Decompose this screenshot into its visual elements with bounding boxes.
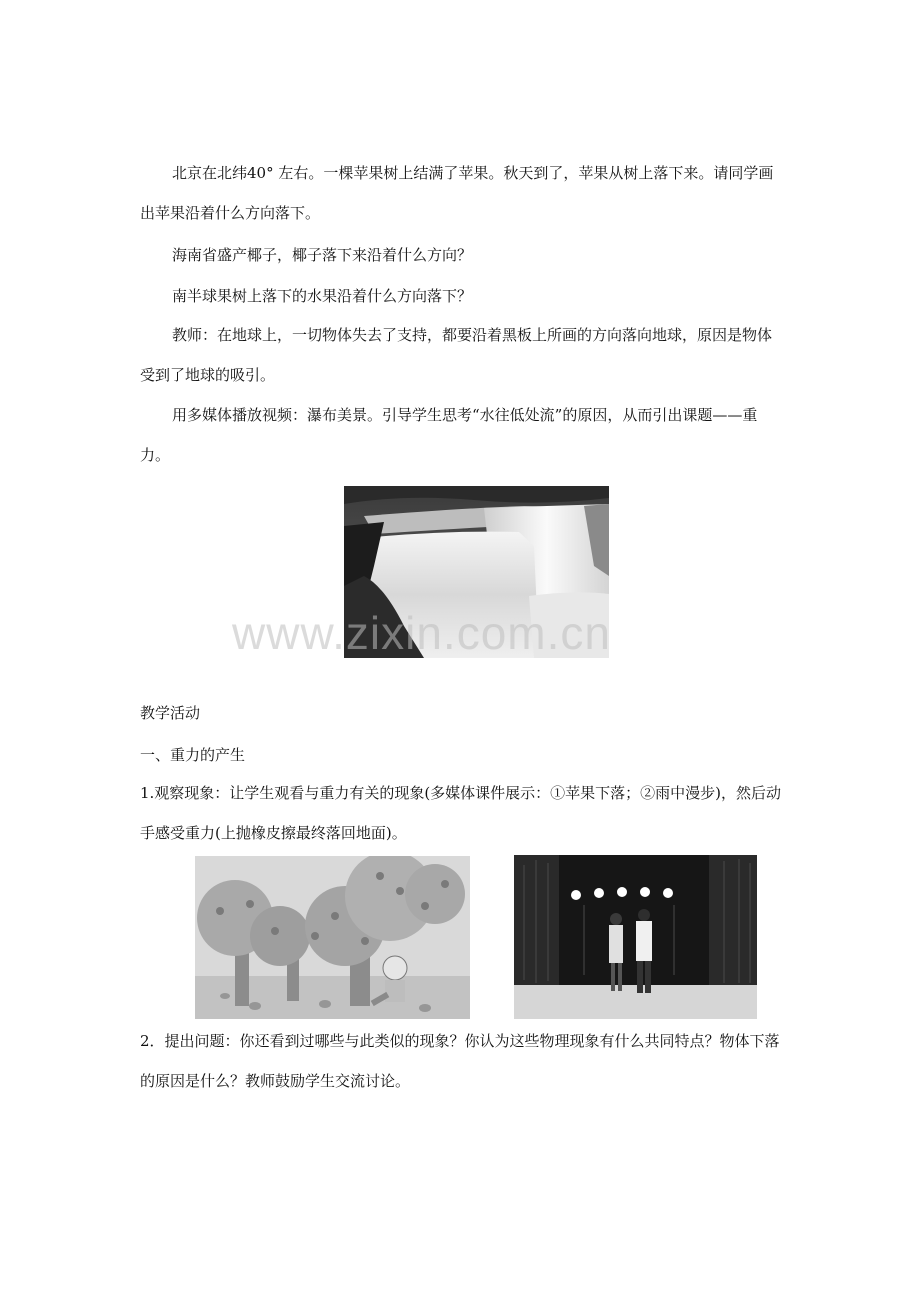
paragraph-waterfall-video: 用多媒体播放视频：瀑布美景。引导学生思考“水往低处流”的原因，从而引出课题——重力。	[140, 406, 758, 464]
apple-tree-image	[195, 856, 470, 1019]
paragraph-coconut-hainan: 海南省盛产椰子，椰子落下来沿着什么方向？	[172, 246, 473, 264]
paragraph-southern-hemisphere: 南半球果树上落下的水果沿着什么方向落下？	[172, 287, 473, 305]
watermark-text: www.zixin.com.cn	[232, 607, 611, 659]
section-title: 教学活动	[140, 704, 201, 722]
item-ask-questions: 2．提出问题：你还看到过哪些与此类似的现象？你认为这些物理现象有什么共同特点？物体下落的原因是什么？教师鼓励学生交流讨论。	[140, 1032, 780, 1090]
paragraph-teacher-explanation: 教师：在地球上，一切物体失去了支持，都要沿着黑板上所画的方向落向地球，原因是物体受到了地球的吸引。	[140, 326, 773, 384]
item-observe-phenomena: 1.观察现象：让学生观看与重力有关的现象(多媒体课件展示：①苹果下落；②雨中漫步)，然后动手感受重力(上抛橡皮擦最终落回地面)。	[140, 784, 782, 842]
rain-walk-image	[514, 855, 757, 1019]
subsection-title: 一、重力的产生	[140, 746, 246, 764]
paragraph-apple-beijing: 北京在北纬40° 左右。一棵苹果树上结满了苹果。秋天到了，苹果从树上落下来。请同学画出苹果沿着什么方向落下。	[140, 164, 774, 222]
